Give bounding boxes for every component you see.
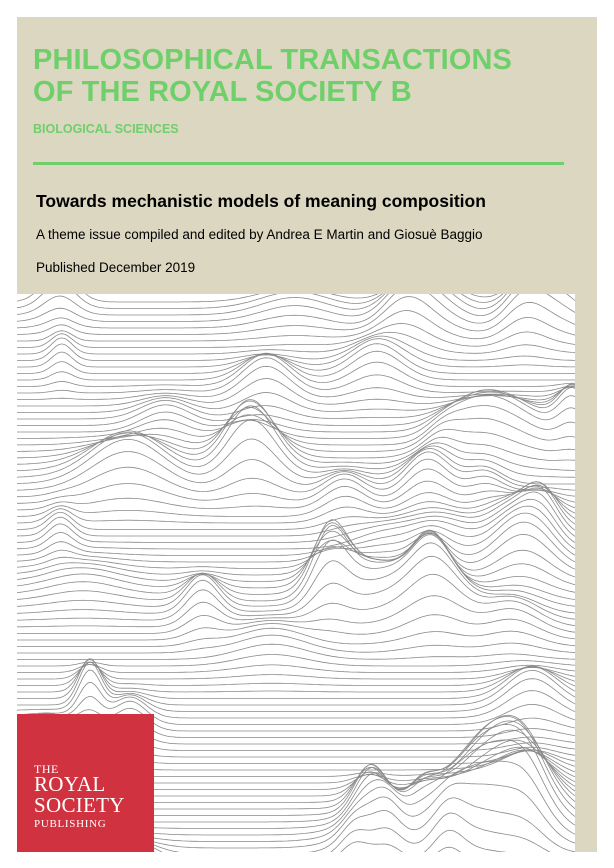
ridge-line	[17, 481, 575, 510]
ridge-line	[17, 486, 575, 537]
ridge-line	[17, 533, 575, 575]
ridge-line	[17, 336, 575, 360]
journal-title	[33, 44, 512, 108]
ridge-line	[17, 395, 575, 438]
divider-rule	[33, 162, 564, 165]
ridge-line	[17, 574, 575, 627]
ridge-line	[17, 339, 575, 367]
journal-cover	[17, 17, 597, 852]
ridge-line	[17, 294, 575, 315]
publication-date: Published December 2019	[36, 260, 196, 275]
ridge-line	[17, 294, 575, 328]
ridge-line	[17, 384, 575, 412]
ridge-line	[17, 662, 575, 685]
ridge-line	[17, 628, 575, 646]
ridge-line	[17, 635, 575, 653]
issue-title: Towards mechanistic models of meaning composition	[36, 191, 486, 211]
ridge-line	[17, 344, 575, 374]
journal-title-line-2: OF THE ROYAL SOCIETY B	[33, 76, 412, 108]
royal-society-publishing-logo	[17, 714, 154, 852]
ridge-line	[17, 535, 575, 607]
ridge-line	[17, 523, 575, 588]
ridge-line	[17, 506, 575, 555]
journal-title-line-1: PHILOSOPHICAL TRANSACTIONS	[33, 44, 512, 76]
ridge-line	[17, 351, 575, 380]
ridge-line	[17, 531, 575, 581]
ridge-line	[17, 358, 575, 393]
section-label: BIOLOGICAL SCIENCES	[33, 122, 179, 136]
logo-text-royal: ROYAL	[34, 772, 106, 796]
ridge-line	[17, 400, 575, 465]
ridge-line	[17, 406, 575, 446]
ridge-line	[17, 420, 575, 478]
logo-text-society: SOCIETY	[34, 793, 125, 817]
ridge-line	[17, 390, 575, 432]
editors-line: A theme issue compiled and edited by Andrea E Martin and Giosuè Baggio	[36, 227, 483, 242]
ridge-line	[17, 384, 575, 419]
ridge-line	[17, 401, 575, 458]
logo-text-publishing: PUBLISHING	[34, 818, 107, 830]
ridge-line	[17, 354, 575, 387]
ridge-line	[17, 525, 575, 601]
ridge-line	[17, 683, 575, 719]
logo-text-the: THE	[34, 762, 59, 776]
ridge-line	[17, 655, 575, 667]
